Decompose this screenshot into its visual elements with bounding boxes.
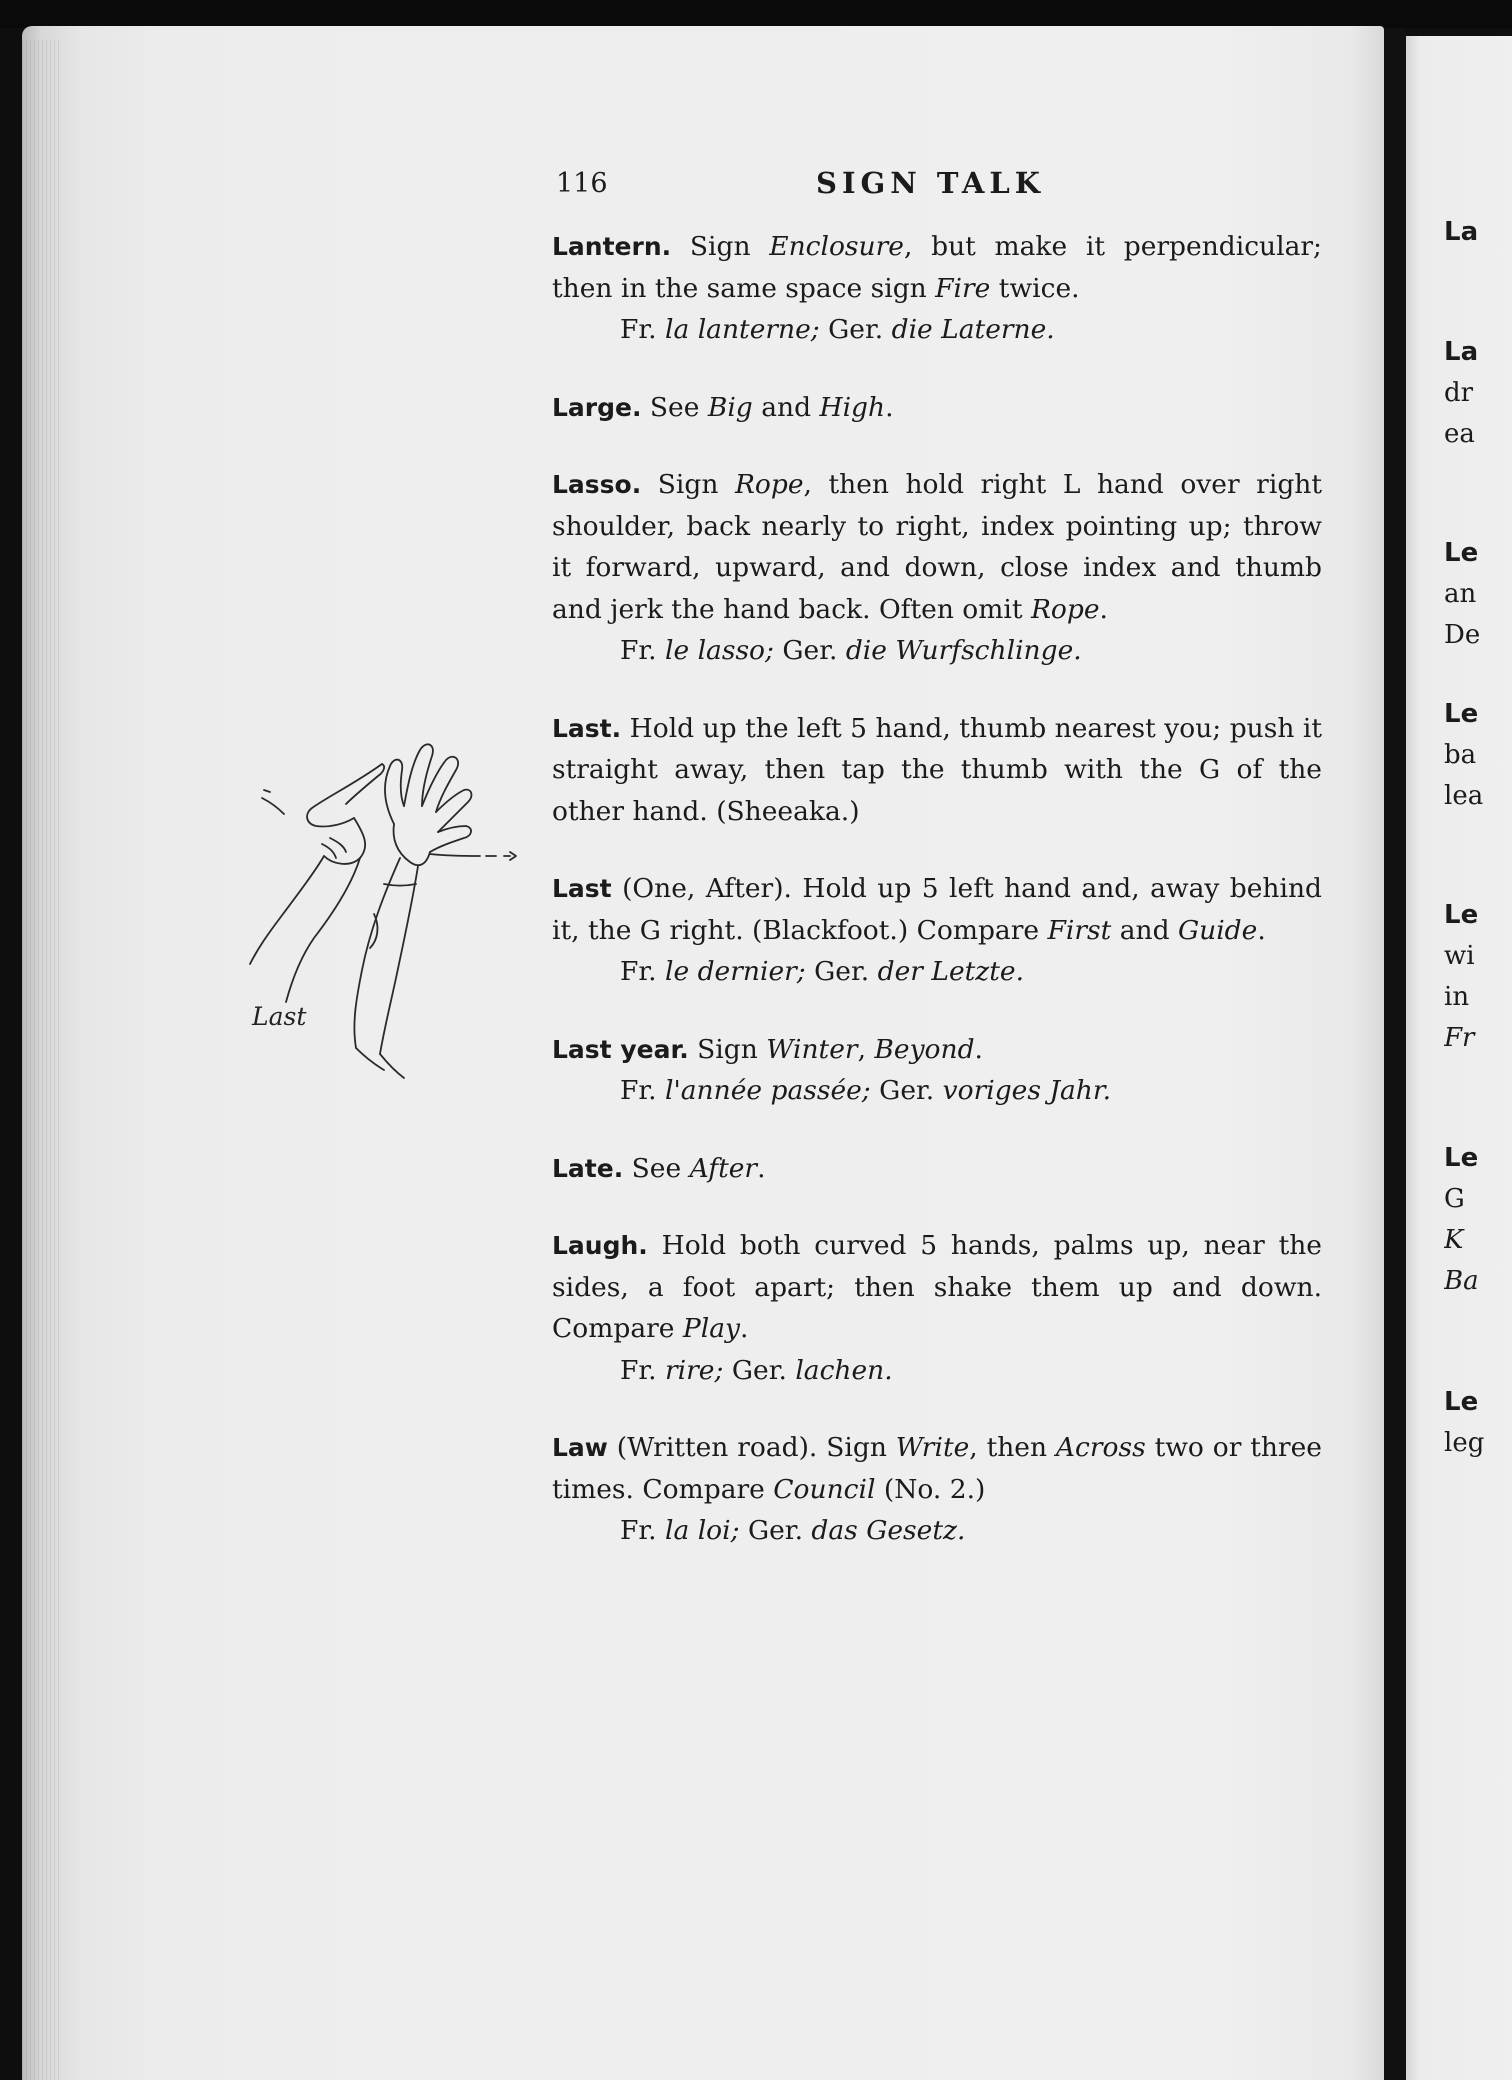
- facing-page-fragment: K: [1444, 1225, 1464, 1255]
- headword: Laugh.: [552, 1231, 648, 1260]
- facing-page-fragment: La: [1444, 337, 1479, 367]
- entry-laugh: Laugh. Hold both curved 5 hands, palms up, near the sides, a foot apart; then shake them up and down. Compare Play. Fr. rire; Ger. lachen.: [552, 1225, 1322, 1391]
- running-title: SIGN TALK: [816, 166, 1045, 200]
- headword: Last: [552, 874, 612, 903]
- facing-page-fragment: Le: [1444, 1143, 1479, 1173]
- translation-line: Fr. le lasso; Ger. die Wurfschlinge.: [620, 635, 1082, 666]
- dictionary-column: [552, 226, 1322, 1588]
- headword: Last.: [552, 713, 622, 743]
- entry-law: Law (Written road). Sign Write, then Across two or three times. Compare Council (No. 2.) Fr. la loi; Ger. das Gesetz.: [552, 1427, 1322, 1552]
- entry-large: Large. See Big and High.: [552, 391, 894, 423]
- entry-lasso: Lasso. Sign Rope, then hold right L hand over right shoulder, back nearly to right, index pointing up; throw it forward, upward, and down, close index and thumb and jerk the hand back. Often omit Rope. Fr. le lasso; Ger. die Wurfschlinge.: [552, 464, 1322, 672]
- facing-page-fragment: Le: [1444, 538, 1479, 568]
- headword: Late.: [552, 1153, 624, 1183]
- entry-late: Late. See After.: [552, 1152, 766, 1184]
- facing-page-fragment: De: [1444, 620, 1481, 650]
- entry-last: Last. Hold up the left 5 hand, thumb nearest you; push it straight away, then tap the thumb with the G of the other hand. (Sheeaka.): [552, 712, 1322, 827]
- page-stack-edges: [22, 40, 62, 2080]
- headword: Lantern.: [552, 232, 672, 261]
- facing-page-fragment: an: [1444, 579, 1477, 609]
- facing-page-fragment: ea: [1444, 419, 1475, 449]
- illustration-label: Last: [252, 1002, 307, 1031]
- facing-page-fragment: lea: [1444, 781, 1484, 811]
- entry-last-one-after: Last (One, After). Hold up 5 left hand and, away behind it, the G right. (Blackfoot.) Compare First and Guide. Fr. le dernier; Ger. der Letzte.: [552, 868, 1322, 993]
- entry-last-year: Last year. Sign Winter, Beyond. Fr. l'année passée; Ger. voriges Jahr.: [552, 1029, 1322, 1112]
- facing-page-fragment: ba: [1444, 740, 1477, 770]
- book-gutter: [1384, 28, 1406, 2080]
- translation-line: Fr. le dernier; Ger. der Letzte.: [620, 956, 1024, 987]
- facing-page-fragment: Fr: [1444, 1023, 1475, 1053]
- translation-line: Fr. la loi; Ger. das Gesetz.: [620, 1515, 966, 1546]
- facing-page-fragment: Le: [1444, 900, 1479, 930]
- facing-page-fragment: G: [1444, 1184, 1465, 1214]
- facing-page-fragment: Le: [1444, 1387, 1479, 1417]
- last-sign-illustration: [234, 734, 544, 1094]
- facing-page-fragment: in: [1444, 982, 1470, 1012]
- facing-page-fragment: wi: [1444, 941, 1475, 971]
- page-number: 116: [556, 168, 608, 199]
- headword: Law: [552, 1433, 608, 1462]
- scan-border-top: [0, 0, 1512, 28]
- headword: Lasso.: [552, 470, 642, 499]
- headword: Large.: [552, 392, 642, 422]
- facing-page-fragment: dr: [1444, 378, 1474, 408]
- headword: Last year.: [552, 1034, 689, 1064]
- entry-lantern: Lantern. Sign Enclosure, but make it perpendicular; then in the same space sign Fire twice. Fr. la lanterne; Ger. die Laterne.: [552, 226, 1322, 351]
- facing-page-fragment: leg: [1444, 1428, 1485, 1458]
- facing-page-fragment: Le: [1444, 699, 1479, 729]
- translation-line: Fr. la lanterne; Ger. die Laterne.: [620, 314, 1055, 345]
- facing-page-fragment: La: [1444, 217, 1479, 247]
- facing-page-fragment: Ba: [1444, 1266, 1479, 1296]
- translation-line: Fr. l'année passée; Ger. voriges Jahr.: [620, 1075, 1112, 1106]
- translation-line: Fr. rire; Ger. lachen.: [620, 1354, 893, 1386]
